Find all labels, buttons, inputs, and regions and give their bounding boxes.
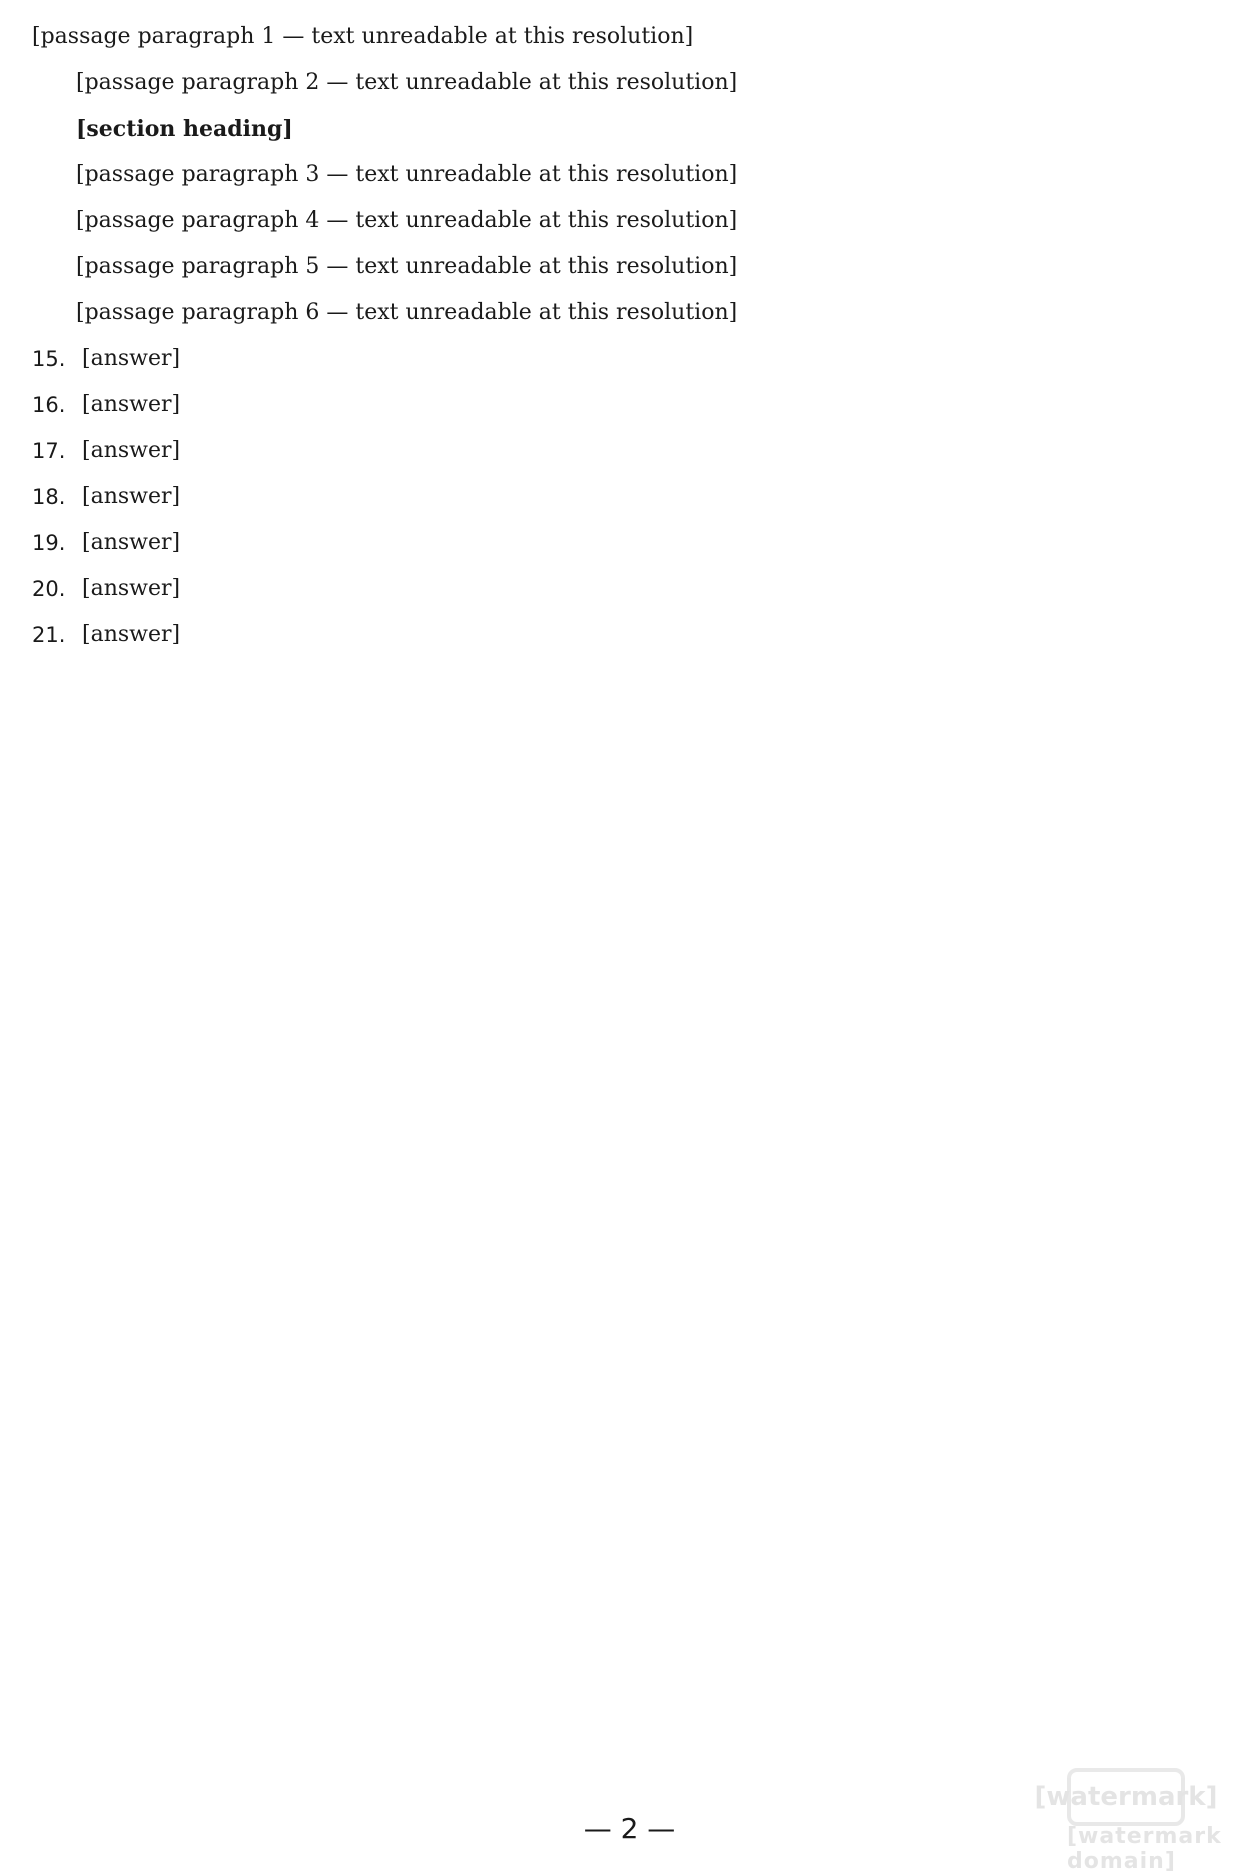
answer-text: [answer] bbox=[82, 438, 181, 463]
answer-text: [answer] bbox=[82, 392, 181, 417]
answer-key-content bbox=[32, 14, 1227, 658]
answer-19 bbox=[32, 520, 1227, 566]
section-b-paragraph: [passage paragraph 3 — text unreadable at this resolution] bbox=[76, 162, 738, 187]
answer-number: 15. bbox=[32, 347, 66, 371]
answer-number: 18. bbox=[32, 485, 66, 509]
answer-text: [answer] bbox=[82, 576, 181, 601]
answer-number: 21. bbox=[32, 623, 66, 647]
answer-20 bbox=[32, 566, 1227, 612]
section-b-paragraph: [passage paragraph 6 — text unreadable at this resolution] bbox=[76, 300, 738, 325]
answer-17 bbox=[32, 428, 1227, 474]
section-b-paragraph: [passage paragraph 4 — text unreadable at this resolution] bbox=[76, 208, 738, 233]
answer-15 bbox=[32, 336, 1227, 382]
watermark-badge-text: [watermark] bbox=[1067, 1768, 1185, 1826]
section-a-paragraph: [passage paragraph 2 — text unreadable at this resolution] bbox=[76, 70, 738, 95]
answer-18 bbox=[32, 474, 1227, 520]
section-b-paragraph: [passage paragraph 5 — text unreadable at this resolution] bbox=[76, 254, 738, 279]
answer-text: [answer] bbox=[82, 530, 181, 555]
section-b-heading: [section heading] bbox=[76, 116, 293, 142]
watermark-domain: [watermark domain] bbox=[1067, 1824, 1222, 1874]
answer-text: [answer] bbox=[82, 346, 181, 371]
answer-number: 16. bbox=[32, 393, 66, 417]
answer-text: [answer] bbox=[82, 622, 181, 647]
answer-number: 20. bbox=[32, 577, 66, 601]
page-number: — 2 — bbox=[583, 1812, 676, 1845]
watermark-logo bbox=[1034, 1768, 1237, 1874]
answer-number: 17. bbox=[32, 439, 66, 463]
answer-text: [answer] bbox=[82, 484, 181, 509]
section-a-paragraph: [passage paragraph 1 — text unreadable at this resolution] bbox=[32, 24, 694, 49]
answer-16 bbox=[32, 382, 1227, 428]
answer-number: 19. bbox=[32, 531, 66, 555]
answer-21 bbox=[32, 612, 1227, 658]
